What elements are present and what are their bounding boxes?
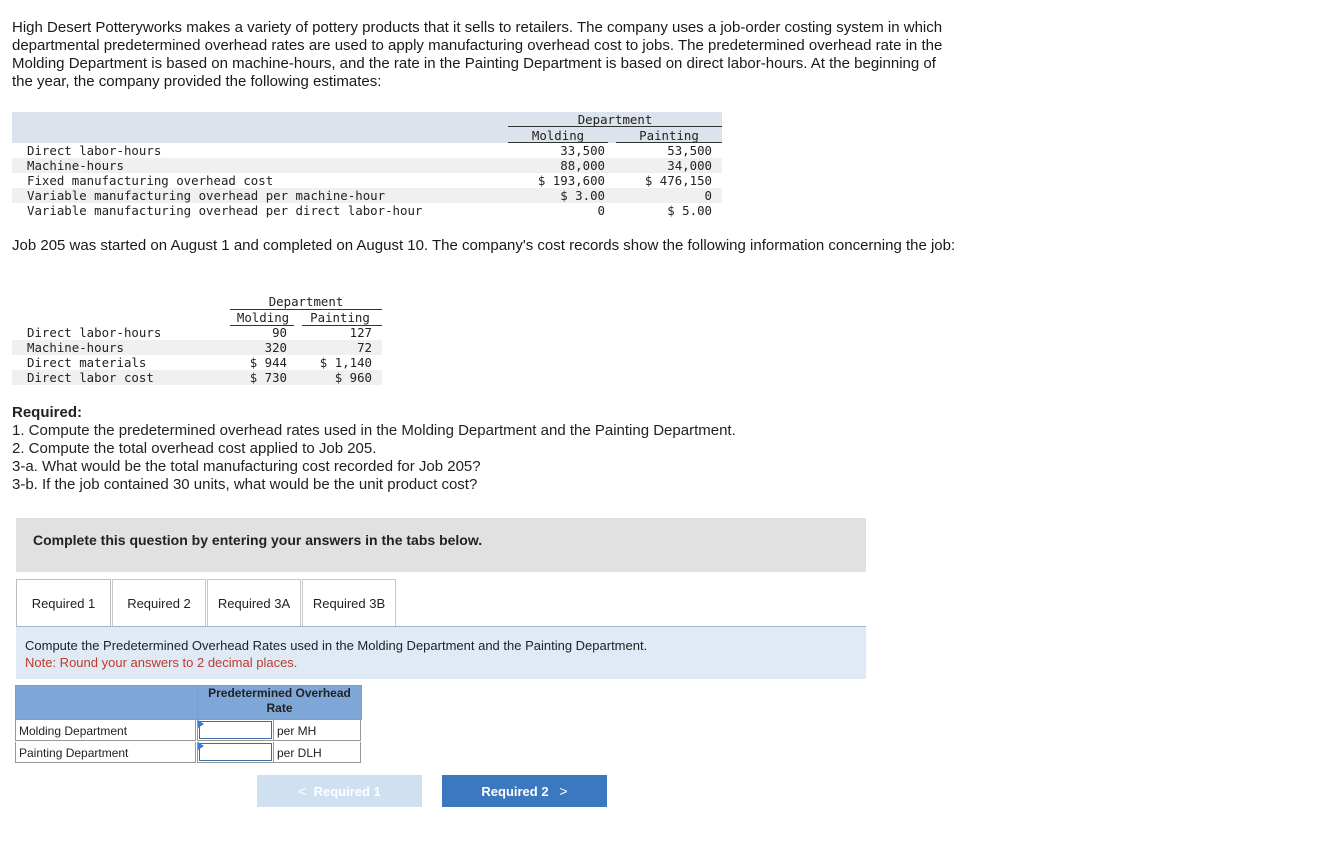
row-label: Machine-hours: [27, 340, 124, 355]
painting-rate-cell: [197, 742, 274, 763]
molding-value: $ 730: [249, 370, 287, 385]
required-item: 3-b. If the job contained 30 units, what would be the unit product cost?: [12, 476, 478, 493]
painting-value: 127: [349, 325, 372, 340]
table-row: [12, 158, 722, 173]
painting-value: 0: [704, 188, 712, 203]
row-label-painting: Painting Department: [15, 742, 196, 763]
molding-value: 33,500: [560, 143, 605, 158]
painting-rate-input[interactable]: [199, 743, 272, 761]
table-row: [12, 355, 382, 370]
tab-required-3b[interactable]: Required 3B: [302, 579, 396, 627]
estimates-table: [12, 112, 722, 218]
prev-required-1-button[interactable]: [257, 775, 422, 807]
table-row: [12, 173, 722, 188]
row-label: Variable manufacturing overhead per direct labor-hour: [27, 203, 423, 218]
table-row: [12, 340, 382, 355]
intro-paragraph: High Desert Potteryworks makes a variety of pottery products that it sells to retailers. The company uses a job-order costing system in which departmental predetermined overhead rates are used to apply manufacturing overhead cost to jobs. The predetermined overhead rate in the Molding Department is based on machine-hours, and the rate in the Painting Department is based on direct labor-hours. At the beginning of the year, the company provided the following estimates:: [12, 19, 943, 90]
input-marker-icon: [198, 720, 204, 728]
molding-value: 88,000: [560, 158, 605, 173]
molding-value: $ 3.00: [560, 188, 605, 203]
row-label: Direct labor cost: [27, 370, 154, 385]
required-item: 3-a. What would be the total manufacturing cost recorded for Job 205?: [12, 458, 481, 475]
next-button-label: Required 2: [481, 784, 549, 799]
molding-unit: per MH: [274, 720, 361, 741]
next-required-2-button[interactable]: [442, 775, 607, 807]
instructions-banner: [16, 518, 866, 572]
table-row: [12, 203, 722, 218]
molding-value: 90: [272, 325, 287, 340]
column-header-molding: Molding: [531, 128, 585, 143]
tab-required-2[interactable]: Required 2: [112, 579, 206, 627]
required-item: 1. Compute the predetermined overhead rates used in the Molding Department and the Painting Department.: [12, 422, 736, 439]
table-row: [12, 325, 382, 340]
column-header-painting: Painting: [310, 310, 370, 325]
painting-value: 34,000: [667, 158, 712, 173]
input-marker-icon: [198, 742, 204, 750]
required-heading: Required:: [12, 404, 83, 421]
rounding-note: Note: Round your answers to 2 decimal places.: [25, 655, 298, 670]
column-header-rate: [197, 685, 362, 720]
painting-value: 72: [357, 340, 372, 355]
rate-header-text: Predetermined Overhead Rate: [208, 686, 351, 715]
tab-required-3a[interactable]: Required 3A: [207, 579, 301, 627]
molding-value: $ 944: [249, 355, 287, 370]
row-label: Fixed manufacturing overhead cost: [27, 173, 274, 188]
tab-instructions: [16, 627, 866, 679]
divider: [508, 126, 722, 127]
banner-text: Complete this question by entering your answers in the tabs below.: [33, 532, 483, 548]
row-label: Machine-hours: [27, 158, 124, 173]
row-label: Variable manufacturing overhead per machine-hour: [27, 188, 386, 203]
painting-value: $ 960: [334, 370, 372, 385]
molding-value: $ 193,600: [537, 173, 605, 188]
row-label-molding: Molding Department: [15, 720, 196, 741]
job-paragraph: Job 205 was started on August 1 and completed on August 10. The company's cost records show the following information concerning the job:: [12, 237, 956, 254]
painting-value: $ 1,140: [319, 355, 372, 370]
job-table: [12, 294, 382, 386]
molding-rate-cell: [197, 720, 274, 741]
table-row: [12, 143, 722, 158]
row-label: Direct labor-hours: [27, 325, 162, 340]
instruction-text: Compute the Predetermined Overhead Rates used in the Molding Department and the Painting Department.: [25, 638, 648, 653]
department-header: Department: [577, 112, 653, 127]
table-row: [12, 370, 382, 385]
painting-value: $ 476,150: [644, 173, 712, 188]
painting-value: 53,500: [667, 143, 712, 158]
column-header-molding: Molding: [236, 310, 290, 325]
molding-value: 0: [597, 203, 605, 218]
chevron-right-icon: >: [559, 783, 568, 799]
row-label: Direct materials: [27, 355, 147, 370]
required-list: [12, 422, 736, 494]
chevron-left-icon: <: [298, 783, 307, 799]
row-label: Direct labor-hours: [27, 143, 162, 158]
painting-value: $ 5.00: [667, 203, 712, 218]
prev-button-label: Required 1: [313, 784, 381, 799]
tab-required-1[interactable]: Required 1: [16, 579, 111, 628]
department-header: Department: [268, 294, 344, 309]
molding-value: 320: [264, 340, 287, 355]
required-item: 2. Compute the total overhead cost applied to Job 205.: [12, 440, 377, 457]
molding-rate-input[interactable]: [199, 721, 272, 739]
table-row: [12, 188, 722, 203]
painting-unit: per DLH: [274, 742, 361, 763]
header-cell-blank: [15, 685, 198, 720]
column-header-painting: Painting: [639, 128, 699, 143]
